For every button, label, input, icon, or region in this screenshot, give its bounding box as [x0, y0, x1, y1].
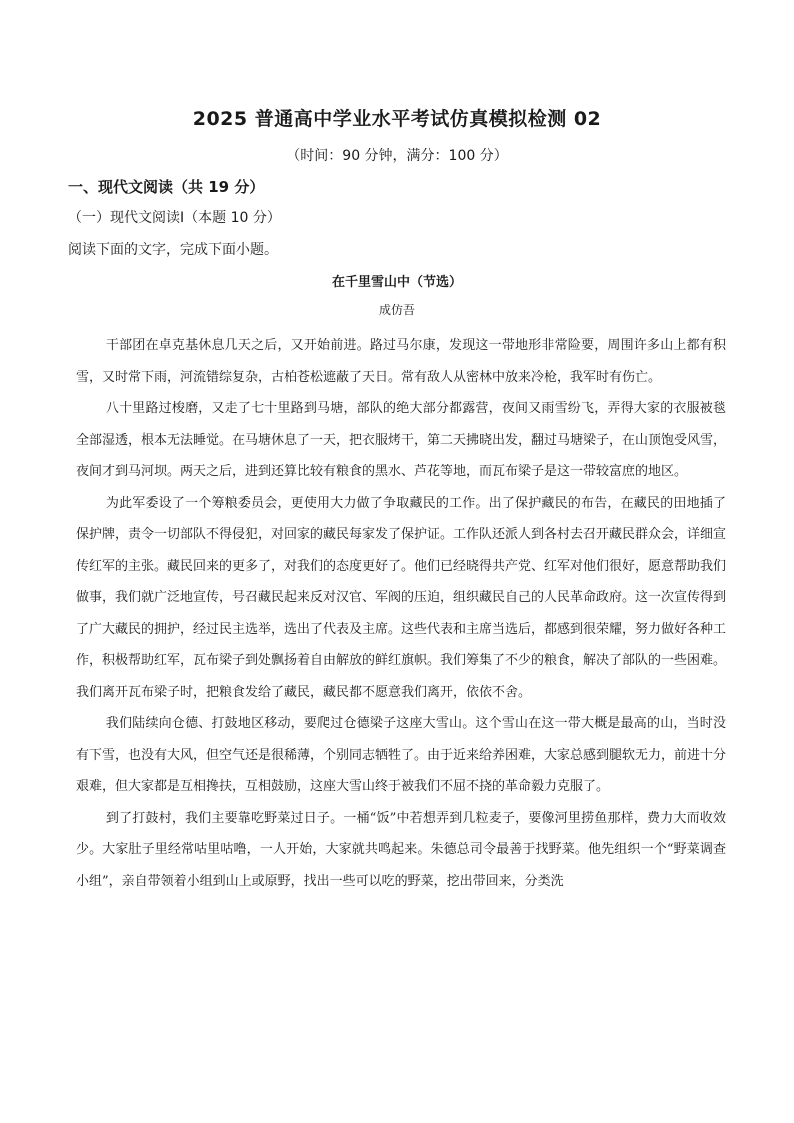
- passage-title: 在千里雪山中（节选）: [331, 275, 462, 290]
- passage-paragraph: 为此军委设了一个筹粮委员会，更使用大力做了争取藏民的工作。出了保护藏民的布告，在藏民的田地插了保护牌，责令一切部队不得侵犯，对回家的藏民每家发了保护证。工作队还派人到各村去召开藏民群众会，详细宣传红军的主张。藏民回来的更多了，对我们的态度更好了。他们已经晓得共产党、红军对他们很好，愿意帮助我们做事，我们就广泛地宣传，号召藏民起来反对汉官、军阀的压迫，组织藏民自己的人民革命政府。这一次宣传得到了广大藏民的拥护，经过民主选举，选出了代表及主席。这些代表和主席当选后，都感到很荣耀，努力做好各种工作，积极帮助红军，瓦布梁子到处飘扬着自由解放的鲜红旗帜。我们筹集了不少的粮食，解决了部队的一些困难。我们离开瓦布梁子时，把粮食发给了藏民，藏民都不愿意我们离开，依依不舍。: [76, 495, 727, 700]
- passage-paragraph: 我们陆续向仓德、打鼓地区移动，要爬过仓德梁子这座大雪山。这个雪山在这一带大概是最高的山，当时没有下雪，也没有大风，但空气还是很稀薄，个别同志牺牲了。由于近来给养困难，大家总感到腿软无力，前进十分艰难，但大家都是互相搀扶，互相鼓励，这座大雪山终于被我们不屈不挠的革命毅力克服了。: [76, 716, 727, 794]
- passage-paragraph: 八十里路过梭磨，又走了七十里路到马塘，部队的绝大部分都露营，夜间又雨雪纷飞，弄得大家的衣服被毯全部湿透，根本无法睡觉。在马塘休息了一天，把衣服烤干，第二天拂晓出发，翻过马塘梁子，在山顶饱受风雪，夜间才到马河坝。两天之后，进到还算比较有粮食的黑水、芦花等地，而瓦布梁子是这一带较富庶的地区。: [76, 401, 727, 479]
- passage-author: 成仿吾: [378, 303, 415, 317]
- passage-paragraph: 到了打鼓村，我们主要靠吃野菜过日子。一桶“饭”中若想弄到几粒麦子，要像河里捞鱼那样，费力大而收效少。大家肚子里经常咕里咕噜，一人开始，大家就共鸣起来。朱德总司令最善于找野菜。他先组织一个“野菜调查小组”，亲自带领着小组到山上或原野，找出一些可以吃的野菜，挖出带回来，分类洗: [76, 810, 726, 889]
- exam-title: 2025 普通高中学业水平考试仿真模拟检测 02: [192, 108, 602, 130]
- exam-subtitle: （时间：90 分钟，满分：100 分）: [286, 148, 508, 164]
- subsection-heading: （一）现代文阅读Ⅰ（本题 10 分）: [68, 210, 281, 226]
- passage-paragraph: 干部团在卓克基休息几天之后，又开始前进。路过马尔康，发现这一带地形非常险要，周围许多山上都有积雪，又时常下雨，河流错综复杂，古柏苍松遮蔽了天日。常有敌人从密林中放来冷枪，我军时有伤亡。: [76, 338, 726, 385]
- reading-instruction: 阅读下面的文字，完成下面小题。: [68, 242, 278, 258]
- passage-body: [76, 330, 726, 897]
- section-heading: 一、现代文阅读（共 19 分）: [68, 178, 265, 196]
